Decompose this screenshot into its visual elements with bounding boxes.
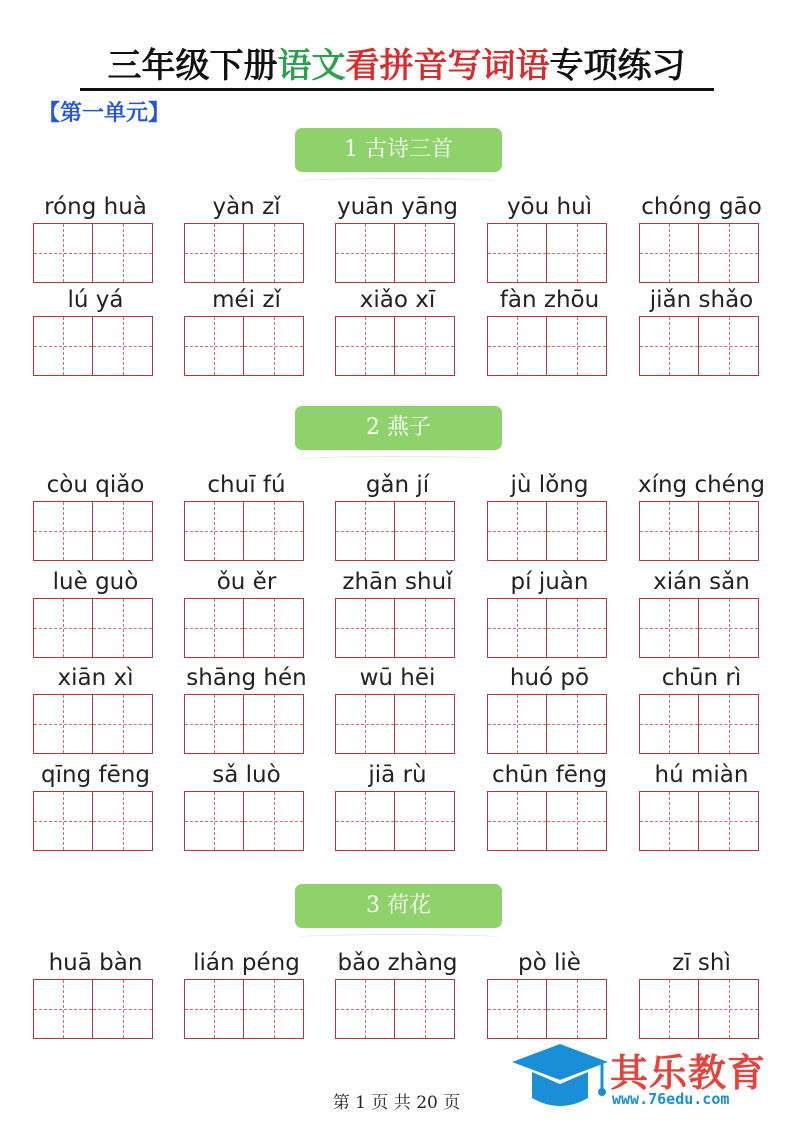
title-underline — [80, 88, 714, 91]
page-footer: 第 1 页 共 20 页 — [332, 1093, 461, 1113]
writing-cell[interactable] — [244, 791, 304, 851]
writing-grid — [184, 316, 304, 376]
pinyin-label: jù lǒng — [510, 472, 589, 498]
pinyin-label: sǎ luò — [212, 762, 281, 788]
pinyin-label: chūn rì — [661, 665, 742, 691]
writing-grid — [487, 694, 607, 754]
word-exercise — [639, 664, 764, 756]
title-segment: 专项练习 — [549, 46, 686, 86]
writing-cell[interactable] — [93, 501, 153, 561]
pinyin-label: xíng chéng — [637, 472, 766, 498]
writing-grid — [33, 223, 153, 283]
writing-grid — [184, 501, 304, 561]
writing-cell[interactable] — [487, 791, 547, 851]
writing-cell[interactable] — [93, 694, 153, 754]
writing-cell[interactable] — [33, 223, 93, 283]
writing-cell[interactable] — [547, 316, 607, 376]
word-exercise — [335, 664, 460, 756]
writing-cell[interactable] — [547, 223, 607, 283]
word-exercise — [639, 193, 764, 285]
writing-cell[interactable] — [33, 598, 93, 658]
writing-cell[interactable] — [395, 316, 455, 376]
writing-cell[interactable] — [244, 223, 304, 283]
word-exercise — [184, 471, 309, 563]
section-header: 1 古诗三首 — [295, 128, 502, 172]
pinyin-label: yàn zǐ — [212, 194, 281, 220]
writing-grid — [184, 598, 304, 658]
pinyin-label: huó pō — [509, 665, 590, 691]
pinyin-label: xiǎo xī — [359, 287, 436, 313]
writing-cell[interactable] — [547, 979, 607, 1039]
writing-cell[interactable] — [184, 979, 244, 1039]
writing-cell[interactable] — [639, 223, 699, 283]
writing-grid — [639, 501, 759, 561]
pinyin-label: fàn zhōu — [499, 287, 600, 313]
writing-grid — [184, 694, 304, 754]
word-exercise — [639, 949, 764, 1041]
writing-cell[interactable] — [33, 316, 93, 376]
writing-cell[interactable] — [33, 694, 93, 754]
pinyin-label: yōu huì — [506, 194, 593, 220]
writing-grid — [33, 979, 153, 1039]
word-exercise — [639, 471, 764, 563]
word-exercise — [335, 568, 460, 660]
writing-grid — [639, 791, 759, 851]
word-exercise — [33, 286, 158, 378]
writing-cell[interactable] — [487, 598, 547, 658]
section-header: 3 荷花 — [295, 884, 502, 928]
writing-cell[interactable] — [699, 694, 759, 754]
writing-cell[interactable] — [395, 223, 455, 283]
writing-grid — [33, 694, 153, 754]
writing-cell[interactable] — [335, 791, 395, 851]
writing-cell[interactable] — [93, 598, 153, 658]
word-exercise — [335, 286, 460, 378]
word-exercise — [487, 193, 612, 285]
brand-logo — [510, 1040, 785, 1115]
word-exercise — [335, 949, 460, 1041]
writing-cell[interactable] — [33, 791, 93, 851]
writing-grid — [639, 223, 759, 283]
writing-grid — [487, 501, 607, 561]
title-segment: 三年级下册 — [107, 46, 278, 86]
writing-cell[interactable] — [244, 598, 304, 658]
pinyin-label: zī shì — [672, 950, 731, 976]
word-exercise — [33, 193, 158, 285]
brand-url: www.76edu.com — [612, 1090, 730, 1108]
writing-grid — [639, 316, 759, 376]
writing-cell[interactable] — [335, 979, 395, 1039]
word-exercise — [33, 471, 158, 563]
writing-cell[interactable] — [395, 501, 455, 561]
writing-cell[interactable] — [93, 223, 153, 283]
writing-cell[interactable] — [487, 501, 547, 561]
writing-cell[interactable] — [395, 979, 455, 1039]
writing-cell[interactable] — [33, 501, 93, 561]
writing-cell[interactable] — [93, 316, 153, 376]
writing-grid — [184, 223, 304, 283]
writing-grid — [487, 598, 607, 658]
word-exercise — [639, 568, 764, 660]
word-exercise — [184, 193, 309, 285]
writing-cell[interactable] — [93, 791, 153, 851]
pinyin-label: jiā rù — [368, 762, 427, 788]
writing-cell[interactable] — [93, 979, 153, 1039]
writing-cell[interactable] — [639, 316, 699, 376]
writing-grid — [487, 316, 607, 376]
writing-cell[interactable] — [244, 979, 304, 1039]
pinyin-label: yuān yāng — [336, 194, 459, 220]
word-exercise — [33, 664, 158, 756]
writing-cell[interactable] — [244, 501, 304, 561]
writing-cell[interactable] — [33, 979, 93, 1039]
writing-cell[interactable] — [184, 791, 244, 851]
writing-grid — [33, 598, 153, 658]
word-exercise — [33, 568, 158, 660]
writing-cell[interactable] — [335, 501, 395, 561]
writing-cell[interactable] — [547, 791, 607, 851]
writing-cell[interactable] — [184, 223, 244, 283]
writing-cell[interactable] — [335, 223, 395, 283]
writing-grid — [33, 501, 153, 561]
pinyin-label: xián sǎn — [653, 569, 750, 595]
writing-cell[interactable] — [395, 598, 455, 658]
pinyin-label: ǒu ěr — [216, 569, 277, 595]
pinyin-label: shāng hén — [186, 665, 307, 691]
writing-cell[interactable] — [547, 694, 607, 754]
pinyin-label: chuī fú — [207, 472, 286, 498]
word-exercise — [335, 471, 460, 563]
word-exercise — [184, 761, 309, 853]
writing-cell[interactable] — [639, 501, 699, 561]
writing-grid — [184, 791, 304, 851]
word-exercise — [184, 664, 309, 756]
writing-cell[interactable] — [487, 979, 547, 1039]
pinyin-label: róng huà — [44, 194, 147, 220]
writing-cell[interactable] — [244, 316, 304, 376]
word-exercise — [487, 286, 612, 378]
writing-grid — [335, 694, 455, 754]
word-exercise — [639, 286, 764, 378]
writing-cell[interactable] — [699, 598, 759, 658]
word-exercise — [33, 761, 158, 853]
writing-cell[interactable] — [184, 501, 244, 561]
word-exercise — [487, 568, 612, 660]
pinyin-label: còu qiǎo — [46, 472, 145, 498]
title-segment: 看拼音写词语 — [345, 46, 550, 86]
writing-grid — [335, 979, 455, 1039]
pinyin-label: lú yá — [67, 287, 124, 313]
writing-grid — [335, 791, 455, 851]
pinyin-label: luè guò — [52, 569, 139, 595]
word-exercise — [33, 949, 158, 1041]
word-exercise — [335, 193, 460, 285]
writing-grid — [487, 223, 607, 283]
word-exercise — [639, 761, 764, 853]
pinyin-label: chūn fēng — [491, 762, 608, 788]
writing-grid — [639, 598, 759, 658]
word-exercise — [487, 664, 612, 756]
writing-cell[interactable] — [699, 791, 759, 851]
writing-cell[interactable] — [547, 598, 607, 658]
unit-label: 【第一单元】 — [38, 100, 171, 126]
word-exercise — [487, 471, 612, 563]
word-exercise — [184, 286, 309, 378]
writing-cell[interactable] — [395, 791, 455, 851]
word-exercise — [487, 761, 612, 853]
writing-grid — [335, 501, 455, 561]
section-header: 2 燕子 — [295, 406, 502, 450]
writing-cell[interactable] — [639, 598, 699, 658]
word-exercise — [335, 761, 460, 853]
pinyin-label: qīng fēng — [41, 762, 150, 788]
writing-grid — [184, 979, 304, 1039]
writing-cell[interactable] — [487, 223, 547, 283]
writing-cell[interactable] — [639, 791, 699, 851]
writing-grid — [639, 979, 759, 1039]
word-exercise — [487, 949, 612, 1041]
writing-grid — [335, 316, 455, 376]
writing-grid — [487, 791, 607, 851]
writing-cell[interactable] — [335, 694, 395, 754]
pinyin-label: zhān shuǐ — [342, 569, 453, 595]
writing-cell[interactable] — [184, 316, 244, 376]
writing-cell[interactable] — [547, 501, 607, 561]
writing-cell[interactable] — [335, 598, 395, 658]
writing-cell[interactable] — [184, 598, 244, 658]
word-exercise — [184, 949, 309, 1041]
graduation-cap-icon — [510, 1040, 610, 1115]
writing-cell[interactable] — [699, 316, 759, 376]
writing-cell[interactable] — [639, 694, 699, 754]
writing-cell[interactable] — [244, 694, 304, 754]
writing-grid — [335, 223, 455, 283]
writing-cell[interactable] — [699, 223, 759, 283]
pinyin-label: pí juàn — [510, 569, 589, 595]
writing-grid — [335, 598, 455, 658]
writing-cell[interactable] — [639, 979, 699, 1039]
pinyin-label: xiān xì — [57, 665, 134, 691]
writing-cell[interactable] — [335, 316, 395, 376]
pinyin-label: méi zǐ — [212, 287, 281, 313]
pinyin-label: bǎo zhàng — [337, 950, 458, 976]
pinyin-label: huā bàn — [48, 950, 143, 976]
writing-grid — [33, 791, 153, 851]
writing-grid — [639, 694, 759, 754]
writing-cell[interactable] — [395, 694, 455, 754]
writing-grid — [487, 979, 607, 1039]
brand-name: 其乐教育 — [610, 1051, 767, 1095]
writing-cell[interactable] — [184, 694, 244, 754]
title-segment: 语文 — [277, 46, 346, 86]
pinyin-label: lián péng — [193, 950, 300, 976]
writing-grid — [33, 316, 153, 376]
writing-cell[interactable] — [487, 316, 547, 376]
pinyin-label: pò liè — [518, 950, 581, 976]
pinyin-label: wū hēi — [359, 665, 436, 691]
pinyin-label: gǎn jí — [365, 472, 430, 498]
word-exercise — [184, 568, 309, 660]
page-title — [0, 42, 793, 90]
pinyin-label: jiǎn shǎo — [649, 287, 754, 313]
writing-cell[interactable] — [699, 979, 759, 1039]
pinyin-label: chóng gāo — [641, 194, 762, 220]
pinyin-label: hú miàn — [654, 762, 749, 788]
writing-cell[interactable] — [699, 501, 759, 561]
writing-cell[interactable] — [487, 694, 547, 754]
